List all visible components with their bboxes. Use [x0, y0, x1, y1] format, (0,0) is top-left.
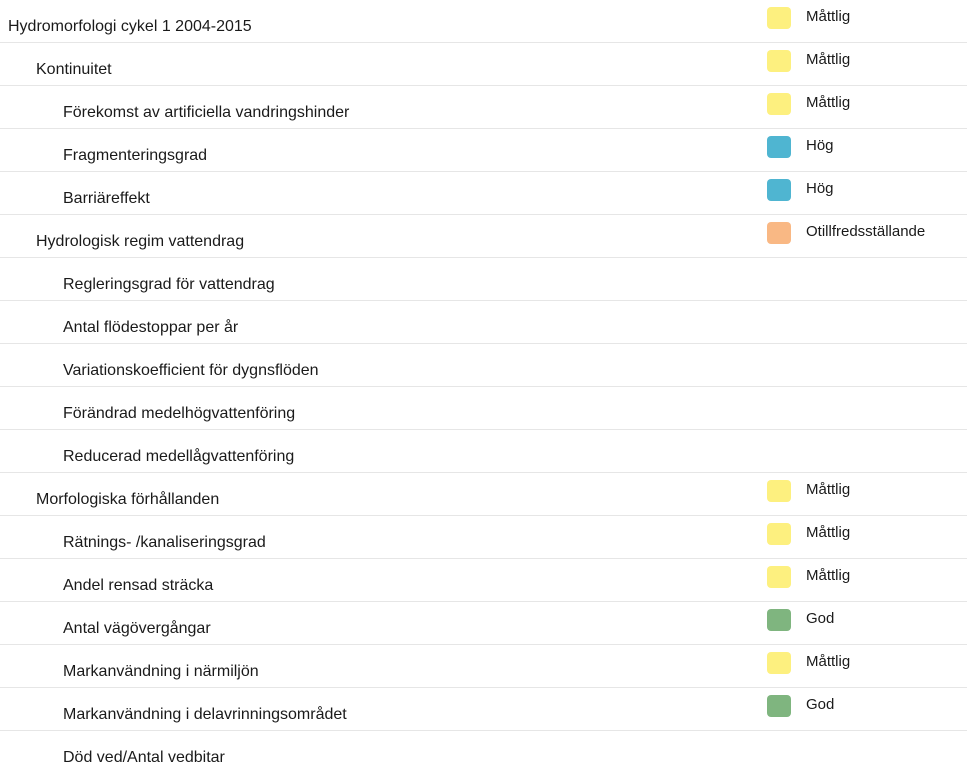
row-label: Rätnings- /kanaliseringsgrad	[63, 534, 266, 551]
row-label: Reducerad medellågvattenföring	[63, 448, 295, 465]
status-color-swatch	[767, 93, 791, 115]
status-text: Hög	[806, 180, 834, 197]
table-row[interactable]	[0, 0, 967, 43]
table-row[interactable]	[0, 731, 967, 774]
status-text: Hög	[806, 137, 834, 154]
row-label: Död ved/Antal vedbitar	[63, 749, 225, 766]
table-row[interactable]	[0, 344, 967, 387]
table-row[interactable]	[0, 688, 967, 731]
status-text: Måttlig	[806, 51, 851, 68]
status-text: Måttlig	[806, 8, 851, 25]
table-row[interactable]	[0, 387, 967, 430]
status-color-swatch	[767, 136, 791, 158]
table-row[interactable]	[0, 430, 967, 473]
status-color-swatch	[767, 7, 791, 29]
status-color-swatch	[767, 695, 791, 717]
row-label: Förekomst av artificiella vandringshinder	[63, 104, 350, 121]
status-color-swatch	[767, 179, 791, 201]
status-text: Otillfredsställande	[806, 223, 926, 240]
status-text: God	[806, 610, 835, 627]
status-color-swatch	[767, 222, 791, 244]
row-label: Hydromorfologi cykel 1 2004-2015	[8, 18, 252, 35]
row-label: Regleringsgrad för vattendrag	[63, 276, 275, 293]
row-label: Hydrologisk regim vattendrag	[36, 233, 245, 250]
row-label: Andel rensad sträcka	[63, 577, 214, 594]
row-label: Morfologiska förhållanden	[36, 491, 220, 508]
row-label: Antal flödestoppar per år	[63, 319, 239, 336]
status-color-swatch	[767, 609, 791, 631]
table-row[interactable]	[0, 473, 967, 516]
row-label: Antal vägövergångar	[63, 620, 211, 637]
table-row[interactable]	[0, 516, 967, 559]
status-text: Måttlig	[806, 481, 851, 498]
status-text: Måttlig	[806, 567, 851, 584]
status-color-swatch	[767, 566, 791, 588]
status-text: Måttlig	[806, 524, 851, 541]
table-row[interactable]	[0, 645, 967, 688]
row-label: Kontinuitet	[36, 61, 112, 78]
table-row[interactable]	[0, 43, 967, 86]
row-label: Fragmenteringsgrad	[63, 147, 208, 164]
status-text: Måttlig	[806, 94, 851, 111]
status-color-swatch	[767, 480, 791, 502]
table-row[interactable]	[0, 559, 967, 602]
table-row[interactable]	[0, 602, 967, 645]
row-label: Barriäreffekt	[63, 190, 150, 207]
status-text: God	[806, 696, 835, 713]
status-color-swatch	[767, 50, 791, 72]
table-row[interactable]	[0, 86, 967, 129]
row-label: Förändrad medelhögvattenföring	[63, 405, 296, 422]
table-row[interactable]	[0, 215, 967, 258]
status-text: Måttlig	[806, 653, 851, 670]
status-color-swatch	[767, 652, 791, 674]
row-label: Markanvändning i delavrinningsområdet	[63, 706, 347, 723]
row-label: Markanvändning i närmiljön	[63, 663, 259, 680]
row-label: Variationskoefficient för dygnsflöden	[63, 362, 319, 379]
table-row[interactable]	[0, 172, 967, 215]
table-row[interactable]	[0, 129, 967, 172]
table-row[interactable]	[0, 258, 967, 301]
table-row[interactable]	[0, 301, 967, 344]
status-color-swatch	[767, 523, 791, 545]
